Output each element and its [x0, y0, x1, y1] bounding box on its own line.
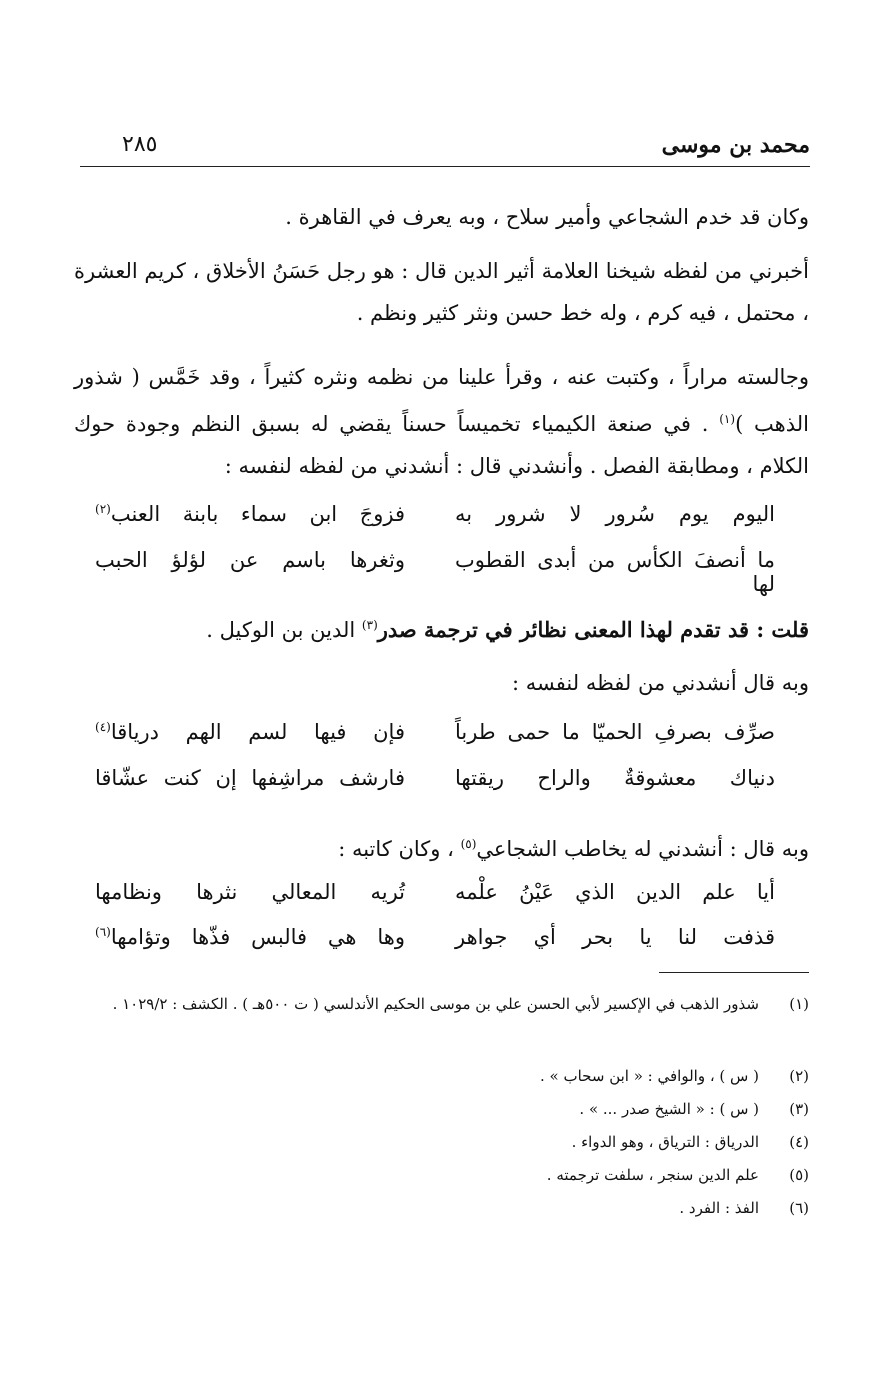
footnote-ref-6: (٦) [95, 925, 111, 939]
footnote-divider [659, 972, 809, 973]
footnote-text: شذور الذهب في الإكسير لأبي الحسن علي بن موسى الحكيم الأندلسي ( ت ٥٠٠هـ ) . الكشف : ١٠٢٩/٢ . [112, 995, 759, 1013]
paragraph-6-text-b: ، وكان كاتبه : [338, 837, 461, 861]
verse-first-hemistich: أيا علم الدين الذي عَيْنُ علْمه [455, 880, 775, 904]
verse-line [95, 548, 775, 594]
footnote-text: ( س ) ، والوافي : « ابن سحاب » . [540, 1067, 759, 1085]
footnote-ref-5: (٥) [460, 837, 477, 851]
verse-second-hemistich-text: فإن فيها لسم الهم درياقا [110, 720, 405, 744]
footnote-text: علم الدين سنجر ، سلفت ترجمته . [546, 1166, 759, 1184]
header-title: محمد بن موسى [661, 132, 810, 158]
paragraph-3 [74, 356, 809, 487]
verse-second-hemistich: فارشف مراشِفها إن كنت عشّاقا [95, 766, 405, 790]
paragraph-6 [74, 823, 809, 870]
footnote-ref-4: (٤) [95, 720, 111, 734]
footnote-ref-3: (٣) [361, 618, 378, 632]
verse-line [95, 880, 775, 926]
verse-line [95, 925, 775, 971]
verse-second-hemistich: تُريه المعالي نثرها ونظامها [95, 880, 405, 904]
paragraph-3-text-a: وجالسته مراراً ، وكتبت عنه ، وقرأ علينا من نظمه ونثره كثيراً ، وقد خَمَّس ( شذور الذهب ) [74, 365, 810, 436]
footnote-text: الدرياق : الترياق ، وهو الدواء . [571, 1133, 759, 1151]
verse-first-hemistich: ما أنصفَ الكأس من أبدى القطوب لها [455, 548, 775, 596]
paragraph-1: وكان قد خدم الشجاعي وأمير سلاح ، وبه يعرف في القاهرة . [285, 205, 809, 229]
running-header [80, 132, 810, 162]
page-number: ٢٨٥ [122, 132, 158, 157]
footnote [69, 1095, 809, 1123]
paragraph-4-text-b: الدين بن الوكيل . [206, 618, 362, 642]
verse-second-hemistich [95, 720, 405, 744]
footnote [69, 1194, 809, 1222]
paragraph-4 [74, 604, 809, 651]
footnote-number: (٥) [789, 1166, 809, 1184]
footnote-text: الفذ : الفرد . [679, 1199, 759, 1217]
paragraph-4-text-a: قلت : قد تقدم لهذا المعنى نظائر في ترجمة صدر [377, 617, 809, 642]
verse-first-hemistich: اليوم يوم سُرور لا شرور به [455, 502, 775, 526]
footnote-number: (٣) [789, 1100, 809, 1118]
paragraph-5: وبه قال أنشدني من لفظه لنفسه : [512, 671, 809, 695]
paragraph-3-text-b: . في صنعة الكيمياء تخميساً حسناً يقضي له بسبق النظم وجودة حوك الكلام ، ومطابقة الفصل . وأنشدني قال : أنشدني من لفظه لنفسه : [74, 412, 809, 478]
verse-first-hemistich: صرِّف بصرفِ الحميّا ما حمى طرباً [455, 720, 775, 744]
verse-second-hemistich: وثغرها باسم عن لؤلؤ الحبب [95, 548, 405, 572]
footnote-text: ( س ) : « الشيخ صدر ... » . [579, 1100, 759, 1118]
verse-second-hemistich-text: وها هي فالبس فذّها وتؤامها [110, 925, 405, 949]
verse-second-hemistich [95, 925, 405, 949]
footnote-number: (٤) [789, 1133, 809, 1151]
footnote [69, 990, 809, 1018]
footnote-number: (١) [789, 995, 809, 1013]
paragraph-2: أخبرني من لفظه شيخنا العلامة أثير الدين قال : هو رجل حَسَنُ الأخلاق ، كريم العشرة ، محتمل ، فيه كرم ، وله خط حسن ونثر كثير ونظم . [74, 259, 809, 325]
verse-line [95, 720, 775, 766]
paragraph-6-text-a: وبه قال : أنشدني له يخاطب الشجاعي [476, 837, 809, 861]
footnote [69, 1128, 809, 1156]
footnote [69, 1062, 809, 1090]
header-divider [80, 166, 810, 167]
footnote-ref-2: (٢) [95, 502, 111, 516]
footnote [69, 1161, 809, 1189]
footnote-number: (٦) [789, 1199, 809, 1217]
footnote-ref-1: (١) [719, 412, 736, 426]
footnote-number: (٢) [789, 1067, 809, 1085]
verse-line [95, 502, 775, 548]
verse-second-hemistich [95, 502, 405, 526]
verse-first-hemistich: قذفت لنا يا بحر أي جواهر [455, 925, 775, 949]
verse-line [95, 766, 775, 812]
verse-first-hemistich: دنياك معشوقةٌ والراح ريقتها [455, 766, 775, 790]
verse-second-hemistich-text: فزوجَ ابن سماء بابنة العنب [110, 502, 405, 526]
